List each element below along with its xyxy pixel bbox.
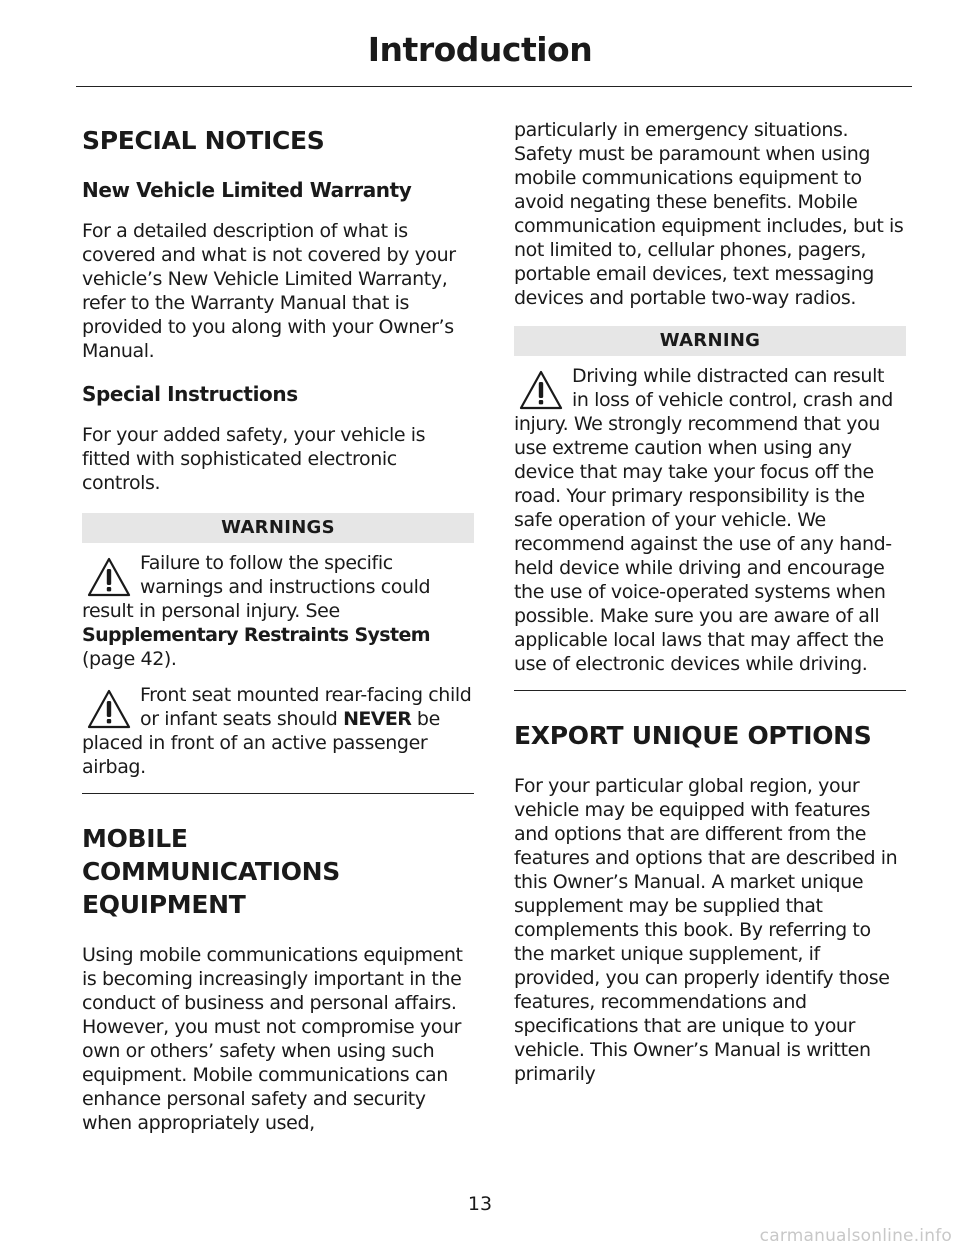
warning-bar: WARNING — [514, 326, 906, 356]
mobile-heading-line2: COMMUNICATIONS — [82, 857, 340, 886]
right-column — [514, 118, 906, 1104]
mobile-communications-text: Using mobile communications equipment is becoming increasingly important in the conduct of business and personal affairs. However, you must not compromise your own or others’ safety when using such equipment. Mobile communications can enhance personal safety and security when appropriately used, — [82, 944, 463, 1134]
warning-restraints-text: Failure to follow the specific warnings and instructions could result in personal injury. See — [82, 552, 431, 622]
page-title: Introduction — [367, 30, 593, 69]
special-instructions-heading: Special Instructions — [82, 382, 298, 406]
never-emphasis: NEVER — [343, 708, 412, 730]
warning-triangle-icon — [86, 687, 132, 731]
warranty-heading: New Vehicle Limited Warranty — [82, 178, 412, 202]
warning-triangle-icon — [86, 555, 132, 599]
section-divider — [514, 690, 906, 691]
header-divider — [76, 86, 912, 87]
export-unique-options-text: For your particular global region, your vehicle may be equipped with features and options that are different from the features and options that are described in this Owner’s Manual. A market unique supplement may be supplied that complements this book. By referring to the market unique supplement, if provided, you can properly identify those features, recommendations and specifications that are unique to your vehicle. This Owner’s Manual is written primarily — [514, 775, 898, 1085]
mobile-heading-line3: EQUIPMENT — [82, 890, 246, 919]
warning-distracted-driving-text: Driving while distracted can result in loss of vehicle control, crash and injury. We strongly recommend that you use extreme caution when using any device that may take your focus off the road. Your primary responsibility is the safe operation of your vehicle. We recommend against the use of any hand-held device while driving and encourage the use of voice-operated systems when possible. Make sure you are aware of all applicable local laws that may affect the use of electronic devices while driving. — [514, 365, 893, 675]
special-instructions-text: For your added safety, your vehicle is fitted with sophisticated electronic controls. — [82, 424, 426, 494]
left-column — [82, 124, 474, 1153]
warning-triangle-icon — [518, 368, 564, 412]
export-unique-options-heading: EXPORT UNIQUE OPTIONS — [514, 721, 872, 750]
restraints-link[interactable]: Supplementary Restraints System — [82, 624, 430, 646]
mobile-communications-continued: particularly in emergency situations. Safety must be paramount when using mobile communications equipment to avoid negating these benefits. Mobile communication equipment includes, but is not limited to, cellular phones, pagers, portable email devices, text messaging devices and portable two-way radios. — [514, 119, 904, 309]
warning-child-seats-text: Front seat mounted rear-facing child or infant seats should — [140, 684, 472, 730]
special-notices-heading: SPECIAL NOTICES — [82, 126, 325, 155]
section-divider — [82, 793, 474, 794]
page-number: 13 — [467, 1193, 493, 1215]
mobile-communications-heading — [82, 822, 474, 921]
warranty-text: For a detailed description of what is covered and what is not covered by your vehicle’s New Vehicle Limited Warranty, refer to the Warranty Manual that is provided to you along with your Owner’s Manual. — [82, 220, 456, 362]
restraints-page-ref: (page 42). — [82, 648, 177, 670]
warning-child-seats-rest: be placed in front of an active passenger airbag. — [82, 708, 440, 778]
watermark: carmanualsonline.info — [759, 1226, 952, 1246]
warning-child-seats — [82, 683, 474, 779]
mobile-heading-line1: MOBILE — [82, 824, 188, 853]
warning-distracted-driving — [514, 364, 906, 676]
warning-restraints — [82, 551, 474, 671]
warnings-bar: WARNINGS — [82, 513, 474, 543]
